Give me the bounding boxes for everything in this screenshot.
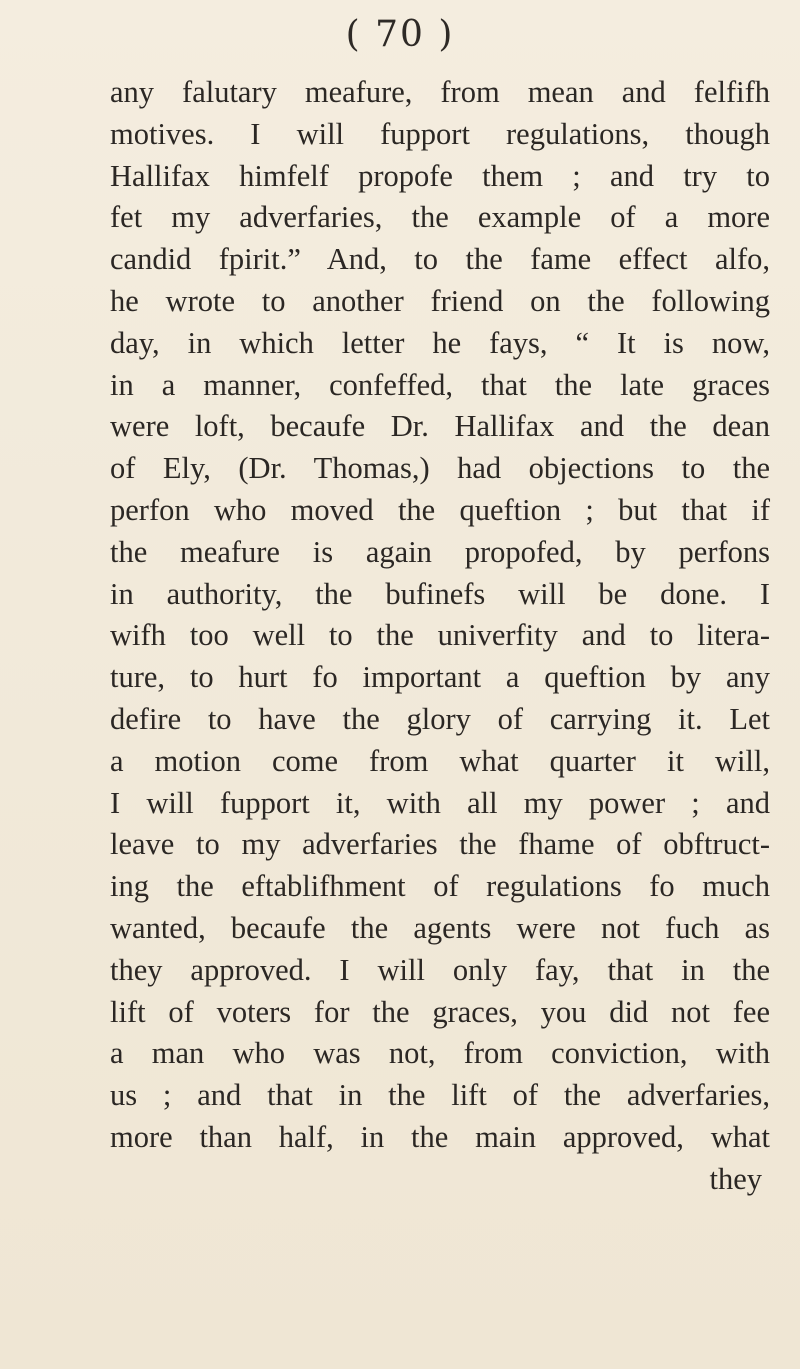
text-line: leave to my adverfaries the fhame of obftruct- xyxy=(110,827,770,862)
text-line: ture, to hurt fo important a queftion by any xyxy=(110,660,770,695)
text-line: motives. I will fupport regulations, though xyxy=(110,116,770,151)
text-line: wifh too well to the univerfity and to litera- xyxy=(110,618,770,653)
text-line: I will fupport it, with all my power ; and xyxy=(110,785,770,820)
text-line: defire to have the glory of carrying it. Let xyxy=(110,701,770,736)
text-line: ing the eftablifhment of regulations fo much xyxy=(110,869,770,904)
text-line: any falutary meafure, from mean and felfifh xyxy=(110,75,770,109)
text-line: they approved. I will only fay, that in the xyxy=(110,952,770,987)
text-line: day, in which letter he fays, “ It is now, xyxy=(110,325,770,360)
text-line: were loft, becaufe Dr. Hallifax and the dean xyxy=(110,409,770,444)
text-line: perfon who moved the queftion ; but that if xyxy=(110,492,770,527)
text-line: in a manner, confeffed, that the late graces xyxy=(110,367,770,402)
text-line: lift of voters for the graces, you did not fee xyxy=(110,994,770,1029)
text-line: wanted, becaufe the agents were not fuch as xyxy=(110,910,770,945)
catchword: they xyxy=(709,1161,762,1196)
text-line: Hallifax himfelf propofe them ; and try to xyxy=(110,158,770,193)
text-line: a motion come from what quarter it will, xyxy=(110,743,770,778)
text-line: the meafure is again propofed, by perfons xyxy=(110,534,770,569)
text-line: us ; and that in the lift of the adverfaries, xyxy=(110,1078,770,1113)
body-text xyxy=(110,72,770,1201)
text-line: of Ely, (Dr. Thomas,) had objections to the xyxy=(110,451,770,486)
text-line: a man who was not, from conviction, with xyxy=(110,1036,770,1071)
text-line: candid fpirit.” And, to the fame effect alfo, xyxy=(110,242,770,277)
text-line: he wrote to another friend on the following xyxy=(110,283,770,318)
text-line: in authority, the bufinefs will be done. I xyxy=(110,576,770,611)
page-number: ( 70 ) xyxy=(345,14,455,55)
text-line: more than half, in the main approved, what xyxy=(110,1119,770,1154)
text-line: fet my adverfaries, the example of a more xyxy=(110,200,770,235)
